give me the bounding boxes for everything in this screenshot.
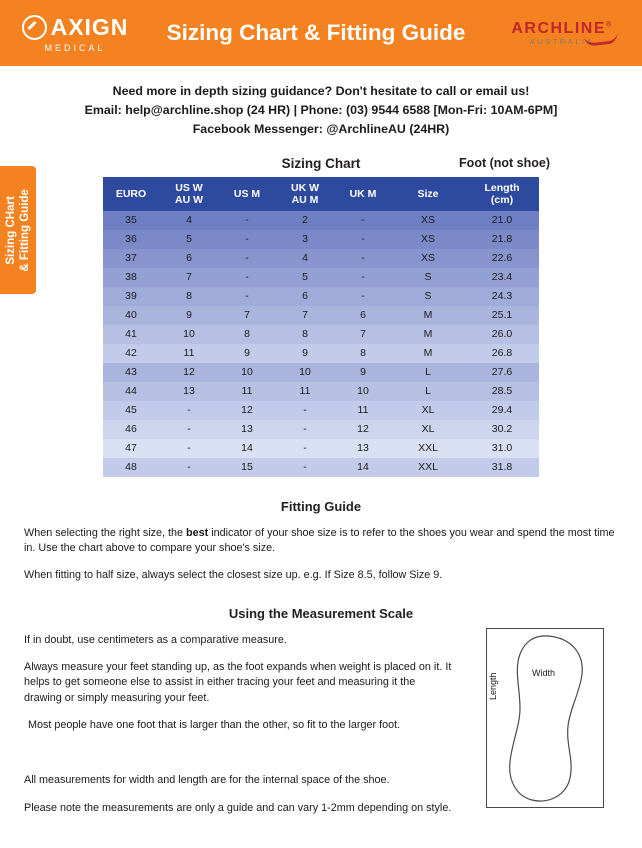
cell-size: XL [421, 404, 435, 417]
cell-uk-w: 4 [302, 252, 308, 265]
cell-length: 30.2 [491, 423, 513, 436]
foot-not-shoe-label: Foot (not shoe) [459, 155, 550, 170]
diagram-width-label: Width [532, 668, 556, 678]
cell-size: XS [420, 252, 435, 265]
registered-trademark-icon: ® [606, 21, 613, 29]
table-row [103, 363, 539, 382]
cell-euro: 39 [125, 290, 137, 303]
sizing-table [103, 177, 539, 477]
fitting-guide-paragraph-1 [24, 526, 618, 557]
cell-uk-m: 7 [360, 328, 366, 341]
cell-us-w: - [187, 423, 191, 436]
cell-uk-m: 10 [357, 385, 369, 398]
table-row [103, 306, 539, 325]
side-tab-line-2: & Fitting Guide [19, 188, 31, 272]
table-row [103, 344, 539, 363]
column-header-us-w: US W AU W [159, 177, 219, 211]
cell-uk-w: - [303, 442, 307, 455]
cell-us-w: 11 [183, 347, 195, 360]
cell-uk-w: 9 [302, 347, 308, 360]
column-header-uk-m: UK M [335, 177, 391, 211]
cell-us-m: - [245, 290, 249, 303]
cell-us-m: 7 [244, 309, 250, 322]
axign-mark-icon [22, 15, 47, 40]
cell-uk-m: - [361, 214, 365, 227]
cell-us-m: 13 [241, 423, 253, 436]
cell-uk-m: 13 [357, 442, 369, 455]
cell-us-w: 9 [186, 309, 192, 322]
cell-size: XS [420, 214, 435, 227]
cell-length: 29.4 [491, 404, 513, 417]
foot-measurement-diagram [486, 628, 604, 808]
table-row [103, 211, 539, 230]
page-title: Sizing Chart & Fitting Guide [166, 20, 466, 45]
fitting-p1-emphasis: best [186, 526, 209, 539]
cell-size: XXL [418, 442, 438, 455]
cell-us-m: 11 [241, 385, 253, 398]
cell-euro: 38 [125, 271, 137, 284]
measurement-paragraph-2: Always measure your feet standing up, as the foot expands when weight is placed on it. It helps to get someone else to assist in either tracing your feet and measuring it the drawing or simply measuring your feet. [24, 661, 452, 704]
fitting-p1-part1: When selecting the right size, the [24, 526, 187, 539]
cell-length: 25.1 [491, 309, 513, 322]
contact-line-1: Need more in depth sizing guidance? Don't hesitate to call or email us! [112, 84, 530, 98]
cell-size: S [424, 271, 432, 284]
archline-logo-label: ARCHLINE [511, 20, 606, 37]
table-row [103, 439, 539, 458]
cell-us-w: - [187, 461, 191, 474]
contact-line-3: Facebook Messenger: @ArchlineAU (24HR) [192, 122, 450, 137]
cell-uk-w: 10 [299, 366, 311, 379]
cell-length: 22.6 [491, 252, 513, 265]
cell-uk-m: 8 [360, 347, 366, 360]
cell-us-w: - [187, 442, 191, 455]
cell-euro: 36 [125, 233, 137, 246]
cell-length: 28.5 [491, 385, 513, 398]
table-row [103, 458, 539, 477]
cell-euro: 44 [125, 385, 137, 398]
cell-us-w: 4 [186, 214, 192, 227]
column-header-uk-w: UK W AU M [275, 177, 335, 211]
cell-euro: 45 [125, 404, 137, 417]
cell-uk-w: 5 [302, 271, 308, 284]
table-row [103, 325, 539, 344]
cell-length: 24.3 [491, 290, 513, 303]
cell-size: S [424, 290, 432, 303]
cell-us-m: - [245, 271, 249, 284]
cell-length: 23.4 [491, 271, 513, 284]
axign-logo-label: AXIGN [50, 13, 129, 40]
side-tab-line-1: Sizing CHart [4, 195, 17, 265]
axign-medical-logo [0, 14, 150, 53]
cell-us-w: 5 [186, 233, 192, 246]
cell-us-m: 12 [241, 404, 253, 417]
cell-euro: 41 [125, 328, 137, 341]
cell-euro: 48 [125, 461, 137, 474]
cell-euro: 47 [125, 442, 137, 455]
axign-logo-text [22, 14, 129, 41]
cell-us-w: 10 [183, 328, 195, 341]
axign-logo-sublabel: MEDICAL [44, 42, 106, 53]
table-row [103, 230, 539, 249]
cell-size: M [423, 328, 433, 341]
measurement-paragraph-3: Most people have one foot that is larger than the other, so fit to the larger foot. [28, 719, 401, 732]
cell-length: 31.0 [491, 442, 513, 455]
cell-us-w: 7 [186, 271, 192, 284]
fitting-guide-title: Fitting Guide [280, 498, 362, 514]
cell-us-m: 8 [244, 328, 250, 341]
cell-us-m: - [245, 252, 249, 265]
cell-uk-m: - [361, 290, 365, 303]
table-row [103, 382, 539, 401]
cell-length: 26.8 [491, 347, 513, 360]
diagram-length-label: Length [488, 672, 498, 700]
contact-block [0, 66, 642, 140]
cell-us-w: 12 [183, 366, 195, 379]
cell-uk-w: 8 [302, 328, 308, 341]
cell-euro: 43 [125, 366, 137, 379]
cell-us-m: 9 [244, 347, 250, 360]
sizing-chart-title: Sizing Chart [281, 155, 361, 171]
table-row [103, 420, 539, 439]
measurement-scale-title: Using the Measurement Scale [228, 605, 414, 621]
column-header-us-m: US M [219, 177, 275, 211]
table-row [103, 249, 539, 268]
cell-size: L [425, 366, 431, 379]
archline-logo [492, 20, 642, 46]
cell-size: L [425, 385, 431, 398]
table-row [103, 401, 539, 420]
cell-uk-m: 9 [360, 366, 366, 379]
table-header-row [103, 177, 539, 211]
cell-uk-w: 2 [302, 214, 308, 227]
measurement-paragraph-1: If in doubt, use centimeters as a comparative measure. [24, 633, 287, 646]
cell-uk-w: - [303, 423, 307, 436]
fitting-guide-paragraph-2: When fitting to half size, always select the closest size up. e.g. If Size 8.5, follow Size 9. [24, 569, 443, 582]
cell-euro: 46 [125, 423, 137, 436]
cell-uk-w: 6 [302, 290, 308, 303]
cell-us-w: 8 [186, 290, 192, 303]
page-header [0, 0, 642, 66]
cell-uk-m: - [361, 233, 365, 246]
measurement-paragraph-5: Please note the measurements are only a guide and can vary 1-2mm depending on style. [24, 801, 452, 814]
cell-size: M [423, 347, 433, 360]
cell-length: 21.8 [491, 233, 513, 246]
cell-size: M [423, 309, 433, 322]
cell-uk-w: 3 [302, 233, 308, 246]
cell-length: 31.8 [491, 461, 513, 474]
cell-euro: 40 [125, 309, 137, 322]
cell-size: XXL [418, 461, 438, 474]
cell-us-m: - [245, 214, 249, 227]
archline-logo-sublabel: AUSTRALIA [529, 37, 595, 46]
cell-us-m: 14 [241, 442, 253, 455]
column-header-euro: EURO [103, 177, 159, 211]
cell-length: 27.6 [491, 366, 513, 379]
foot-outline-icon [486, 628, 604, 808]
cell-length: 21.0 [491, 214, 513, 227]
cell-uk-w: 11 [299, 385, 311, 398]
column-header-length: Length (cm) [465, 177, 539, 211]
cell-us-m: 10 [241, 366, 253, 379]
cell-euro: 37 [125, 252, 137, 265]
table-row [103, 268, 539, 287]
cell-euro: 35 [125, 214, 137, 227]
cell-euro: 42 [125, 347, 137, 360]
cell-uk-m: 14 [357, 461, 369, 474]
cell-uk-m: 11 [357, 404, 369, 417]
cell-uk-m: - [361, 252, 365, 265]
cell-us-m: - [245, 233, 249, 246]
sizing-chart-section [0, 156, 642, 477]
cell-length: 26.0 [491, 328, 513, 341]
cell-uk-m: - [361, 271, 365, 284]
cell-uk-w: 7 [302, 309, 308, 322]
cell-uk-m: 6 [360, 309, 366, 322]
cell-uk-w: - [303, 461, 307, 474]
cell-uk-m: 12 [357, 423, 369, 436]
measurement-paragraph-4: All measurements for width and length are for the internal space of the shoe. [24, 774, 390, 787]
cell-us-w: - [187, 404, 191, 417]
fitting-p1-part2: indicator of your shoe size is to refer to the shoes you wear and spend the most time in. Use the chart above to compare your shoe's size. [24, 526, 615, 555]
cell-size: XS [420, 233, 435, 246]
cell-uk-w: - [303, 404, 307, 417]
cell-us-w: 6 [186, 252, 192, 265]
cell-size: XL [421, 423, 435, 436]
cell-us-m: 15 [241, 461, 253, 474]
cell-us-w: 13 [183, 385, 195, 398]
contact-line-2: Email: help@archline.shop (24 HR) | Phone: (03) 9544 6588 [Mon-Fri: 10AM-6PM] [84, 103, 558, 118]
column-header-size: Size [391, 177, 465, 211]
table-row [103, 287, 539, 306]
